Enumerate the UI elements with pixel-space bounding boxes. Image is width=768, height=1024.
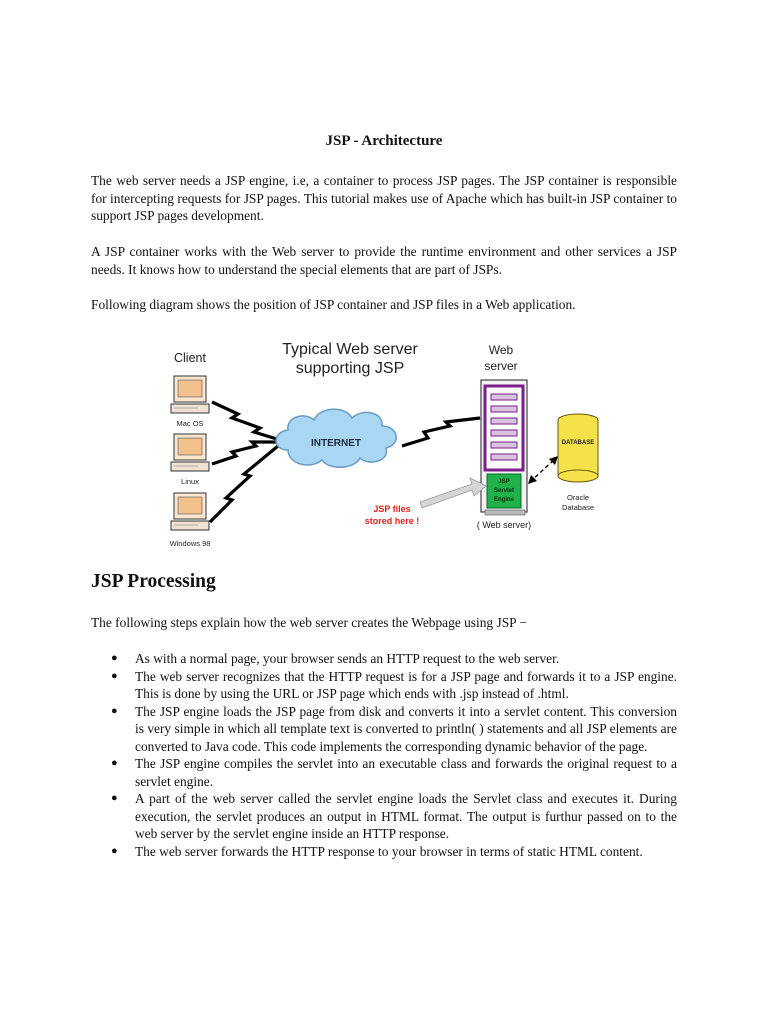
- jsp-files-note: [365, 478, 486, 526]
- db-connection-arrow: [528, 456, 558, 484]
- paragraph-container: A JSP container works with the Web server to provide the runtime environment and other services a JSP needs. It knows how to understand the special elements that are part of JSPs.: [91, 244, 677, 277]
- client-label-macos: Mac OS: [176, 419, 204, 428]
- bullet-icon: ●: [111, 652, 118, 664]
- internet-cloud: [276, 409, 396, 467]
- engine-line3: Engine: [493, 497, 515, 503]
- step-text: The JSP engine compiles the servlet into an executable class and forwards the original request to a servlet engine.: [135, 756, 677, 789]
- client-label-linux: Linux: [181, 477, 199, 486]
- bullet-icon: ●: [111, 792, 118, 804]
- section-heading: JSP Processing: [91, 571, 216, 592]
- jsp-files-line1: JSP files: [373, 504, 411, 514]
- list-item: [91, 843, 677, 861]
- list-item: [91, 650, 677, 668]
- client-computer-linux: [171, 434, 209, 486]
- bullet-icon: ●: [111, 844, 118, 857]
- web-server-tower: [477, 380, 531, 530]
- web-server-caption: ( Web server): [476, 520, 532, 530]
- diagram-title-line1: Typical Web server: [282, 341, 418, 358]
- jsp-files-line2: stored here !: [364, 516, 420, 526]
- step-text: The web server forwards the HTTP response to your browser in terms of static HTML content.: [135, 843, 643, 859]
- paragraph-diagram-intro: Following diagram shows the position of JSP container and JSP files in a Web application.: [91, 297, 576, 312]
- document-title: JSP - Architecture: [325, 133, 443, 149]
- client-label: Client: [174, 351, 206, 365]
- database-cylinder: [558, 414, 598, 512]
- bullet-icon: ●: [111, 704, 118, 717]
- bullet-icon: ●: [111, 757, 118, 769]
- step-text: The JSP engine loads the JSP page from disk and converts it into a servlet content. This conversion is very simple in which all template text is converted to println( ) statements and all JSP elements are converted to Java code. This code implements the corresponding dynamic behavior of the page.: [135, 703, 677, 754]
- section-intro: The following steps explain how the web server creates the Webpage using JSP −: [91, 615, 527, 630]
- list-item: [91, 755, 677, 790]
- engine-line2: Servlet: [493, 488, 515, 494]
- diagram-title-line2: supporting JSP: [295, 360, 405, 377]
- list-item: [91, 790, 677, 843]
- bullet-icon: ●: [111, 669, 118, 682]
- client-label-windows: Windows 98: [169, 539, 211, 548]
- link-windows: [210, 446, 278, 522]
- step-text: The web server recognizes that the HTTP request is for a JSP page and forwards it to a JSP engine. This is done by using the URL or JSP page which ends with .jsp instead of .html.: [135, 668, 677, 701]
- processing-steps-list: [91, 650, 677, 860]
- jsp-files-arrow: [420, 478, 486, 508]
- list-item: [91, 703, 677, 756]
- database-label: DATABASE: [561, 440, 595, 446]
- step-text: A part of the web server called the servlet engine loads the Servlet class and executes it. During execution, the servlet produces an output in HTML format. The output is furthur passed on to the web server by the servlet engine inside an HTTP response.: [135, 791, 677, 841]
- oracle-line2: Database: [561, 503, 595, 512]
- jsp-servlet-engine: [487, 474, 521, 508]
- engine-line1: JSP: [498, 479, 510, 485]
- client-computer-macos: [171, 376, 209, 428]
- link-server: [402, 418, 480, 446]
- web-label-line1: Web: [488, 343, 514, 357]
- architecture-diagram: [160, 332, 620, 554]
- step-text: As with a normal page, your browser sends an HTTP request to the web server.: [135, 651, 560, 666]
- web-label-line2: server: [484, 359, 518, 373]
- client-computer-windows: [170, 493, 211, 548]
- oracle-line1: Oracle: [566, 493, 590, 502]
- list-item: [91, 668, 677, 703]
- link-macos: [212, 402, 280, 440]
- paragraph-intro: The web server needs a JSP engine, i.e, a container to process JSP pages. The JSP container is responsible for intercepting requests for JSP pages. This tutorial makes use of Apache which has built-in JSP container to support JSP pages development.: [91, 173, 677, 223]
- internet-label: INTERNET: [311, 438, 361, 449]
